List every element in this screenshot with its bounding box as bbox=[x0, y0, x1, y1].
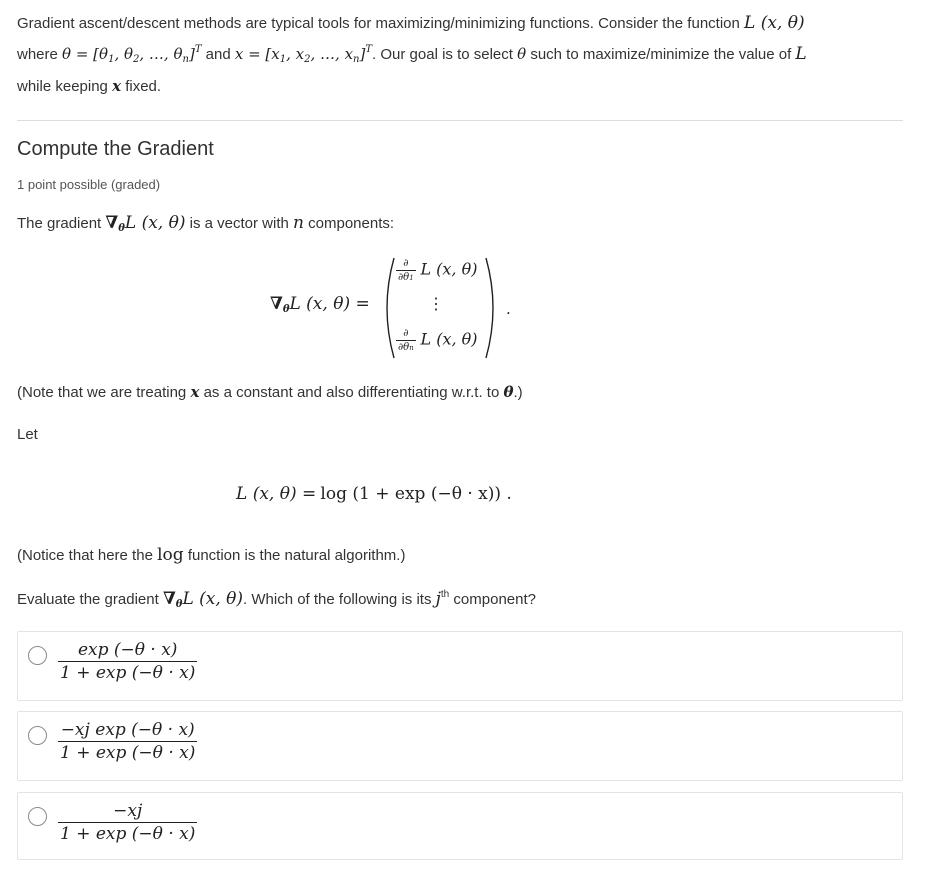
section-divider bbox=[17, 120, 903, 121]
evaluate-text: Evaluate the gradient $\nabla_\theta L$ (x, θ). Which of the following is its $j^{th}$ component? bbox=[17, 589, 536, 610]
x-definition: $x = [x_1$, $x_2$, …, $x_n]^T$ bbox=[234, 44, 373, 65]
let-label: Let bbox=[17, 426, 38, 443]
problem-title: Compute the Gradient bbox=[17, 138, 214, 160]
answer-option-3[interactable]: $\frac{-xj}{1 + \exp (-\theta \cdot x)}$ bbox=[17, 792, 903, 860]
gradient-description: The gradient $\nabla_\theta L$ (x, θ) is a vector with n components: bbox=[17, 213, 395, 234]
answer-option-2[interactable]: $\frac{\text{−xj exp (−θ · x)}}{1 + \exp (-\theta \cdot x)}$ bbox=[17, 711, 903, 781]
radio-button-1[interactable] bbox=[28, 646, 47, 665]
theta-definition: $\theta = [\theta_1$, $\theta_2$, …, $\theta_n]^T$ bbox=[62, 44, 202, 65]
answer-option-1[interactable]: $\frac{\exp (-\theta \cdot x)}{1 + \exp (-\theta \cdot x)}$ bbox=[17, 631, 903, 701]
loss-equation: L (x, θ) = log (1 + exp (−θ · x)) . bbox=[236, 484, 512, 504]
problem-intro: Gradient ascent/descent methods are typical tools for maximizing/minimizing functions. Consider the function L (x, θ) where $\theta = [\theta_1$, $\theta_2$, …, $\theta_n]^T$ and $x = [x_1$, $x_2$, …, $x_n]^T$. Our goal is to select θ such to maximize/minimize the value of L while keeping x fixed. bbox=[17, 13, 807, 95]
left-paren bbox=[378, 256, 398, 360]
note-text: (Note that we are treating x as a constant and also differentiating w.r.t. to θ.) bbox=[17, 383, 523, 401]
notice-text: (Notice that here the log function is the natural algorithm.) bbox=[17, 545, 406, 565]
radio-button-3[interactable] bbox=[28, 807, 47, 826]
right-paren bbox=[482, 256, 502, 360]
gradient-vector-equation: $\nabla_\theta L$ (x, θ) = $\frac{\partial}{\partial\theta 1}$ L (x, θ) ⋮ $\frac{\partial}{\partial\theta n}$ L (x, θ) . bbox=[270, 256, 530, 360]
points-label: 1 point possible (graded) bbox=[17, 177, 161, 192]
radio-button-2[interactable] bbox=[28, 726, 47, 745]
